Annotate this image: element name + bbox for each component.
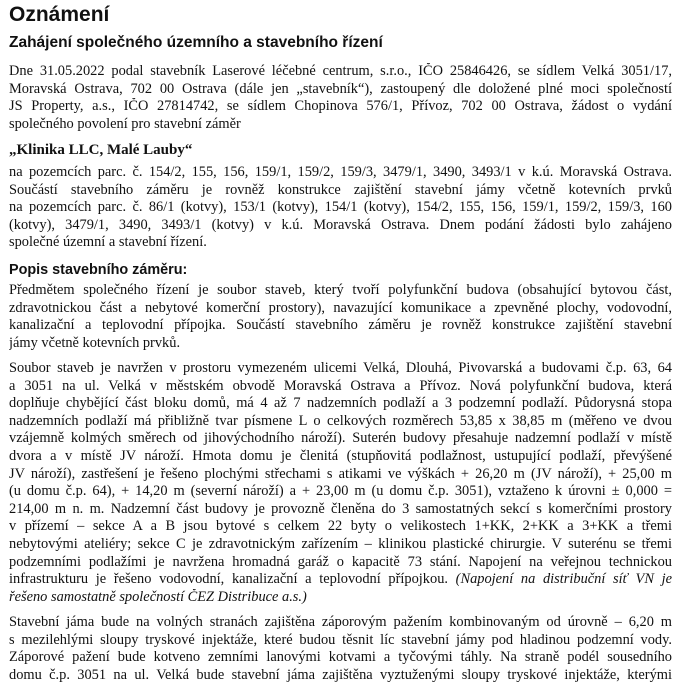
text-line: vzájemně kolmých směrech od jihovýchodního nároží). Suterén budovy přesahuje nadzemní podlaží v místě	[9, 430, 672, 447]
text-span: infrastrukturu je řešeno vodovodní, kanalizační a teplovodní přípojkou.	[9, 571, 448, 588]
text-line	[9, 571, 672, 589]
text-line: a 3051 na ul. Velká v městském obvodě Moravská Ostrava a Přívoz. Nová polyfunkční budova, která	[9, 377, 672, 394]
text-line: jámy včetně kotevních prvků.	[9, 334, 181, 351]
text-line: Stavební jáma bude na volných stranách zajištěna záporovým pažením kombinovaným od úrovně – 6,20 m	[9, 614, 672, 630]
text-line: Záporové pažení bude kotveno zemními lanovými kotvami a tyčovými táhly. Na straně podél sousedního	[9, 649, 672, 666]
italic-note: (Napojení na distribuční síť VN je	[448, 571, 672, 588]
text-line: domu č.p. 3051 na ul. Velká bude stavební jáma zajištěna vyztuženými sloupy tryskové injektáže, kterými	[9, 666, 672, 683]
project-name: „Klinika LLC, Malé Lauby“	[9, 142, 193, 158]
text-line: nebytovými ateliéry; sekce C je zdravotnickým zařízením – klinikou plastické chirurgie. V suterénu se třemi	[9, 535, 672, 552]
text-line: v přízemí – sekce A a B jsou bytové s celkem 22 byty o velikostech 1+KK, 2+KK a 3+KK a třemi	[9, 518, 672, 535]
text-line: s mezilehlými sloupy tryskové injektáže, které budou těsnit líc stavební jámy pod hladinou podzemní vody.	[9, 631, 672, 648]
text-line: Dne 31.05.2022 podal stavebník Laserové léčebné centrum, s.r.o., IČO 25846426, se sídlem Velká 3051/17,	[9, 63, 672, 79]
text-line: na pozemcích parc. č. 154/2, 155, 156, 159/1, 159/2, 159/3, 3479/1, 3490, 3493/1 v k.ú. Moravská Ostrava.	[9, 164, 672, 180]
text-line: (kotvy), 3479/1, 3490, 3493/1 (kotvy) v k.ú. Moravská Ostrava. Dnem podání žádosti bylo zahájeno	[9, 216, 672, 233]
text-line: společné územní a stavební řízení.	[9, 234, 207, 251]
text-line: JS Property, a.s., IČO 27814742, se sídlem Chopinova 576/1, Přívoz, 702 00 Ostrava, žádost o vydání	[9, 98, 672, 115]
description-paragraph-3	[9, 614, 672, 684]
text-line: Součástí stavebního záměru je rovněž konstrukce zajištění stavební jámy včetně kotevních prvků	[9, 181, 672, 198]
text-line: Soubor staveb je navržen v prostoru vymezeném ulicemi Velká, Dlouhá, Pivovarská a budovami č.p. 63, 64	[9, 360, 672, 376]
parcels-paragraph	[9, 164, 672, 252]
document-title: Oznámení	[9, 3, 110, 26]
description-paragraph-2	[9, 360, 672, 606]
text-line: (u domu č.p. 64), + 14,20 m (severní nároží) a + 23,00 m (u domu č.p. 3051), vztaženo k úrovni ± 0,000 =	[9, 483, 672, 500]
text-line: zdravotnickou část a nebytové komerční prostory), navazující komunikace a zpevněné plochy, vodovodní,	[9, 299, 672, 316]
description-paragraph-1	[9, 282, 672, 352]
text-line: JV nároží), zastřešení je řešeno plochými střechami s atikami ve výškách + 26,20 m (JV nároží), + 25,00 m	[9, 465, 672, 482]
section-heading: Popis stavebního záměru:	[9, 262, 188, 278]
document-subtitle: Zahájení společného územního a stavebního řízení	[9, 34, 383, 51]
text-line: dvora a v místě JV nároží. Hmota domu je členitá (stupňovitá podlažnost, ustupující podlaží, převýšené	[9, 447, 672, 464]
text-line: na pozemcích parc. č. 86/1 (kotvy), 153/1 (kotvy), 154/1 (kotvy), 154/2, 155, 156, 159/1, 159/2, 159/3, 160	[9, 199, 672, 216]
text-line: kanalizační a teplovodní přípojka. Součástí stavebního záměru je rovněž konstrukce zajištění stavební	[9, 317, 672, 334]
text-line: Moravská Ostrava, 702 00 Ostrava (dále jen „stavebník“), zastoupený dle doložené plné moci společností	[9, 80, 672, 97]
text-line: nadzemních podlaží má přibližně tvar písmene L o celkových rozměrech 53,85 x 38,85 m (měřeno ve dvou	[9, 412, 672, 429]
text-line: 214,00 m n. m. Nadzemní část budovy je provozně členěna do 3 samostatných sekcí s komerčními prostory	[9, 500, 672, 517]
text-line: doplňuje chybějící část bloku domů, má 4 až 7 nadzemních podlaží a 3 podzemní podlaží. Půdorysná stopa	[9, 395, 672, 412]
text-line: společného povolení pro stavební záměr	[9, 115, 241, 132]
text-line: podzemními podlažími je navržena hromadná garáž o kapacitě 73 stání. Napojení na veřejnou technickou	[9, 553, 672, 570]
italic-note: řešeno samostatně společností ČEZ Distribuce a.s.)	[9, 588, 307, 605]
text-line	[9, 589, 672, 607]
intro-paragraph	[9, 63, 672, 133]
text-line: Předmětem společného řízení je soubor staveb, který tvoří polyfunkční budova (obsahující bytovou část,	[9, 282, 672, 298]
